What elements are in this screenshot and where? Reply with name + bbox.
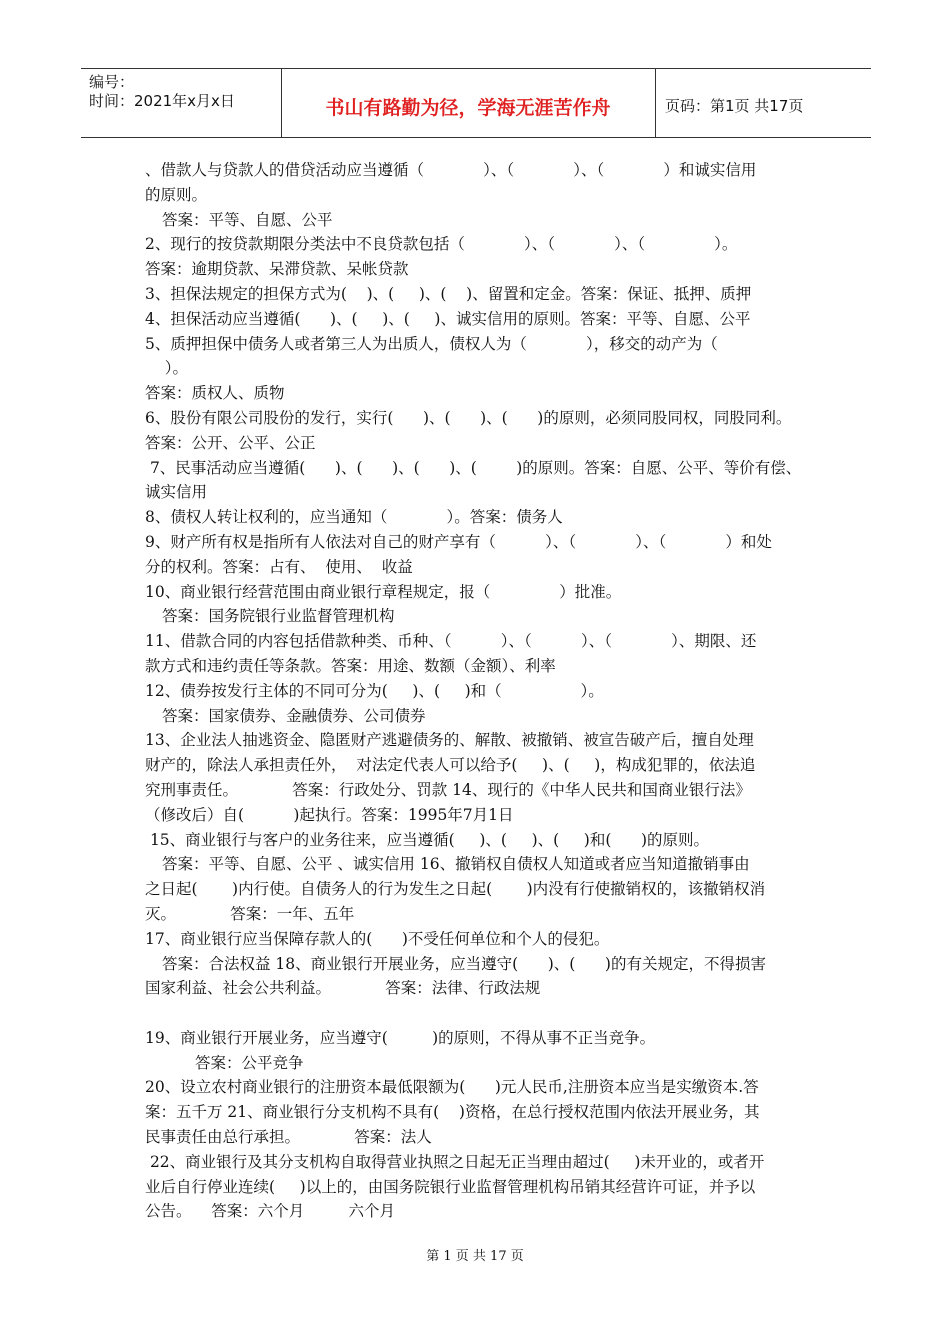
header-meta — [89, 73, 235, 111]
answer-line: 答案：质权人、质物 — [145, 384, 285, 403]
text-line: 民事责任由总行承担。 答案：法人 — [145, 1128, 432, 1147]
text-line: 6、股份有限公司股份的发行，实行( )、( )、( )的原则，必须同股同权，同股同利。 — [145, 408, 792, 427]
answer-line: 答案：国务院银行业监督管理机构 — [162, 607, 395, 626]
text-line: 究刑事责任。 答案：行政处分、罚款 14、现行的《中华人民共和国商业银行法》 — [145, 780, 751, 799]
text-line: 款方式和违约责任等条款。答案：用途、数额（金额）、利率 — [145, 656, 556, 675]
text-line: 22、商业银行及其分支机构自取得营业执照之日起无正当理由超过( )未开业的，或者开 — [145, 1152, 765, 1171]
text-line: 10、商业银行经营范围由商业银行章程规定，报（ ）批准。 — [145, 582, 622, 601]
text-line: 国家利益、社会公共利益。 答案：法律、行政法规 — [145, 979, 541, 998]
page-footer: 第 1 页 共 17 页 — [426, 1249, 524, 1264]
answer-line: 答案：公开、公平、公正 — [145, 433, 316, 452]
text-line: 11、借款合同的内容包括借款种类、币种、（ ）、（ ）、（ ）、期限、还 — [145, 632, 757, 651]
text-line: 5、质押担保中债务人或者第三人为出质人，债权人为（ ），移交的动产为（ — [145, 334, 718, 353]
text-line: 4、担保活动应当遵循( )、( )、( )、诚实信用的原则。答案：平等、自愿、公平 — [145, 309, 751, 328]
page-header — [81, 68, 871, 138]
text-line: 的原则。 — [145, 185, 208, 204]
text-line: 案：五千万 21、商业银行分支机构不具有( )资格，在总行授权范围内依法开展业务，其 — [145, 1103, 760, 1122]
text-line: 8、债权人转让权利的，应当通知（ ）。答案：债务人 — [145, 508, 563, 527]
paragraph-gap — [145, 1001, 810, 1026]
document-body — [145, 158, 810, 1224]
text-line: 9、财产所有权是指所有人依法对自己的财产享有（ ）、（ ）、（ ）和处 — [145, 532, 772, 551]
text-line: 20、设立农村商业银行的注册资本最低限额为( )元人民币,注册资本应当是实缴资本.答 — [145, 1078, 759, 1097]
text-line: 、借款人与贷款人的借贷活动应当遵循（ ）、（ ）、（ ）和诚实信用 — [145, 161, 757, 179]
text-line: 灭。 答案：一年、五年 — [145, 904, 355, 923]
document-date: 时间：2021年x月x日 — [89, 92, 235, 110]
text-line: 分的权利。答案：占有、 使用、 收益 — [145, 557, 413, 576]
text-line: 财产的，除法人承担责任外， 对法定代表人可以给予( )、( )，构成犯罪的，依法追 — [145, 756, 756, 775]
document-number-label: 编号： — [89, 73, 135, 91]
text-line: 15、商业银行与客户的业务往来，应当遵循( )、( )、( )和( )的原则。 — [145, 830, 710, 849]
answer-line: 答案：平等、自愿、公平 — [162, 210, 333, 229]
text-line: 诚实信用 — [145, 483, 208, 502]
header-divider — [655, 69, 656, 137]
answer-line: 答案：公平竞争 — [195, 1053, 304, 1072]
text-line: 2、现行的按贷款期限分类法中不良贷款包括（ ）、（ ）、（ ）。 — [145, 235, 738, 254]
answer-line: 答案：逾期贷款、呆滞贷款、呆帐贷款 — [145, 260, 409, 279]
header-page-info: 页码：第1页 共17页 — [665, 97, 804, 115]
text-line: 之日起( )内行使。自债务人的行为发生之日起( )内没有行使撤销权的，该撤销权消 — [145, 880, 766, 899]
answer-line: 答案：合法权益 18、商业银行开展业务，应当遵守( )、( )的有关规定，不得损害 — [162, 954, 766, 973]
text-line: ）。 — [145, 359, 188, 378]
header-motto: 书山有路勤为径，学海无涯苦作舟 — [325, 97, 611, 119]
text-line: 公告。 答案：六个月 六个月 — [145, 1202, 396, 1221]
text-line: 7、民事活动应当遵循( )、( )、( )、( )的原则。答案：自愿、公平、等价有偿、 — [145, 458, 802, 477]
text-line: 17、商业银行应当保障存款人的( )不受任何单位和个人的侵犯。 — [145, 929, 610, 948]
text-line: 19、商业银行开展业务，应当遵守( )的原则，不得从事不正当竞争。 — [145, 1028, 656, 1047]
text-line: 3、担保法规定的担保方式为( )、( )、( )、留置和定金。答案：保证、抵押、质押 — [145, 284, 752, 303]
text-line: 13、企业法人抽逃资金、隐匿财产逃避债务的、解散、被撤销、被宣告破产后，擅自处理 — [145, 731, 754, 750]
answer-line: 答案：国家债券、金融债券、公司债券 — [162, 706, 426, 725]
text-line: （修改后）自( )起执行。答案：1995年7月1日 — [145, 805, 514, 824]
answer-line: 答案：平等、自愿、公平 、诚实信用 16、撤销权自债权人知道或者应当知道撤销事由 — [162, 855, 750, 874]
text-line: 业后自行停业连续( )以上的，由国务院银行业监督管理机构吊销其经营许可证，并予以 — [145, 1177, 756, 1196]
text-line: 12、债券按发行主体的不同可分为( )、( )和（ ）。 — [145, 681, 604, 700]
